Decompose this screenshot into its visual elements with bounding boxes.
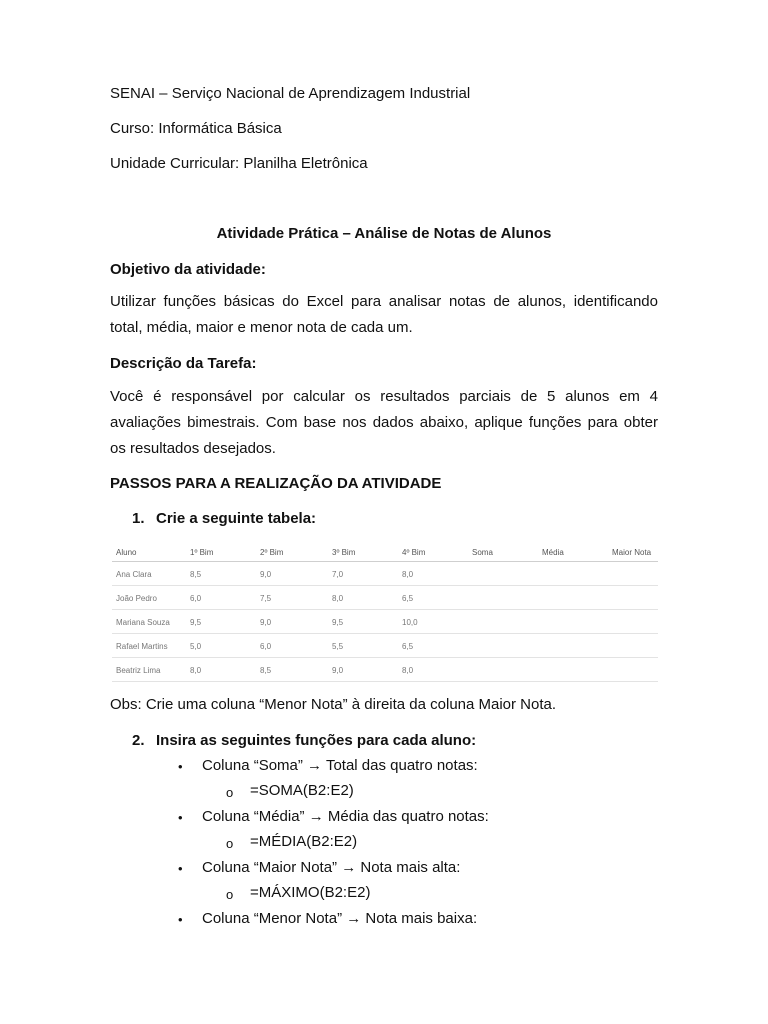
table-cell: 8,0 [402,570,414,579]
bullet-icon: • [178,759,183,774]
table-row-divider [112,681,658,682]
table-row-divider [112,609,658,610]
task-line: os resultados desejados. [110,440,276,457]
table-divider [112,561,658,562]
table-cell: João Pedro [116,594,157,603]
institution-line: SENAI – Serviço Nacional de Aprendizagem Industrial [110,85,471,102]
function-item-menor: Coluna “Menor Nota” → Nota mais baixa: [202,910,478,927]
table-row-divider [112,657,658,658]
table-cell: 9,0 [332,666,344,675]
curricular-unit-line: Unidade Curricular: Planilha Eletrônica [110,155,368,172]
table-cell: Rafael Martins [116,642,168,651]
task-line: avaliações bimestrais. Com base nos dados abaixo, aplique funções para obter [110,414,658,431]
table-cell: 5,5 [332,642,344,651]
table-cell: 7,5 [260,594,272,603]
task-paragraph [110,384,658,462]
step2-number: 2. [132,732,145,749]
table-row-divider [112,633,658,634]
objective-paragraph [110,289,658,341]
table-header-cell: 4º Bim [402,548,426,557]
table-cell: 9,0 [260,618,272,627]
objective-line: Utilizar funções básicas do Excel para analisar notas de alunos, identificando [110,293,658,310]
bullet-icon: • [178,861,183,876]
table-cell: 8,0 [332,594,344,603]
steps-heading: PASSOS PARA A REALIZAÇÃO DA ATIVIDADE [110,475,442,492]
bullet-icon: • [178,912,183,927]
function-item-soma: Coluna “Soma” → Total das quatro notas: [202,757,478,774]
step2-label: Insira as seguintes funções para cada aluno: [156,732,477,749]
table-cell: 7,0 [332,570,344,579]
bullet-icon: • [178,810,183,825]
table-header-cell: 2º Bim [260,548,284,557]
table-cell: 6,0 [260,642,272,651]
table-cell: 9,0 [260,570,272,579]
formula-maior: =MÁXIMO(B2:E2) [250,884,371,901]
table-cell: 6,0 [190,594,202,603]
table-cell: 8,0 [402,666,414,675]
function-item-maior: Coluna “Maior Nota” → Nota mais alta: [202,859,461,876]
task-line: Você é responsável por calcular os resultados parciais de 5 alunos em 4 [110,388,658,405]
course-line: Curso: Informática Básica [110,120,282,137]
table-cell: 9,5 [332,618,344,627]
function-item-media: Coluna “Média” → Média das quatro notas: [202,808,489,825]
table-header-cell: Aluno [116,548,137,557]
table-header-cell: 3º Bim [332,548,356,557]
grades-table [110,540,658,682]
formula-media: =MÉDIA(B2:E2) [250,833,358,850]
sub-bullet-icon: o [226,887,234,902]
table-cell: Ana Clara [116,570,152,579]
table-cell: Beatriz Lima [116,666,161,675]
objective-heading: Objetivo da atividade: [110,261,266,278]
table-header-cell: Soma [472,548,493,557]
table-cell: 5,0 [190,642,202,651]
table-row-divider [112,585,658,586]
table-cell: 8,5 [260,666,272,675]
table-cell: 6,5 [402,642,414,651]
sub-bullet-icon: o [226,836,234,851]
table-cell: 9,5 [190,618,202,627]
table-cell: 8,5 [190,570,202,579]
step1-number: 1. [132,510,145,527]
objective-line: total, média, maior e menor nota de cada um. [110,319,413,336]
task-heading: Descrição da Tarefa: [110,355,257,372]
formula-soma: =SOMA(B2:E2) [250,782,354,799]
table-header-cell: 1º Bim [190,548,214,557]
activity-title: Atividade Prática – Análise de Notas de Alunos [216,225,552,242]
step1-label: Crie a seguinte tabela: [156,510,317,527]
table-header-cell: Média [542,548,564,557]
obs-note: Obs: Crie uma coluna “Menor Nota” à direita da coluna Maior Nota. [110,696,557,713]
table-cell: 6,5 [402,594,414,603]
table-cell: 8,0 [190,666,202,675]
table-cell: 10,0 [402,618,418,627]
table-cell: Mariana Souza [116,618,170,627]
sub-bullet-icon: o [226,785,234,800]
table-header-cell: Maior Nota [612,548,652,557]
